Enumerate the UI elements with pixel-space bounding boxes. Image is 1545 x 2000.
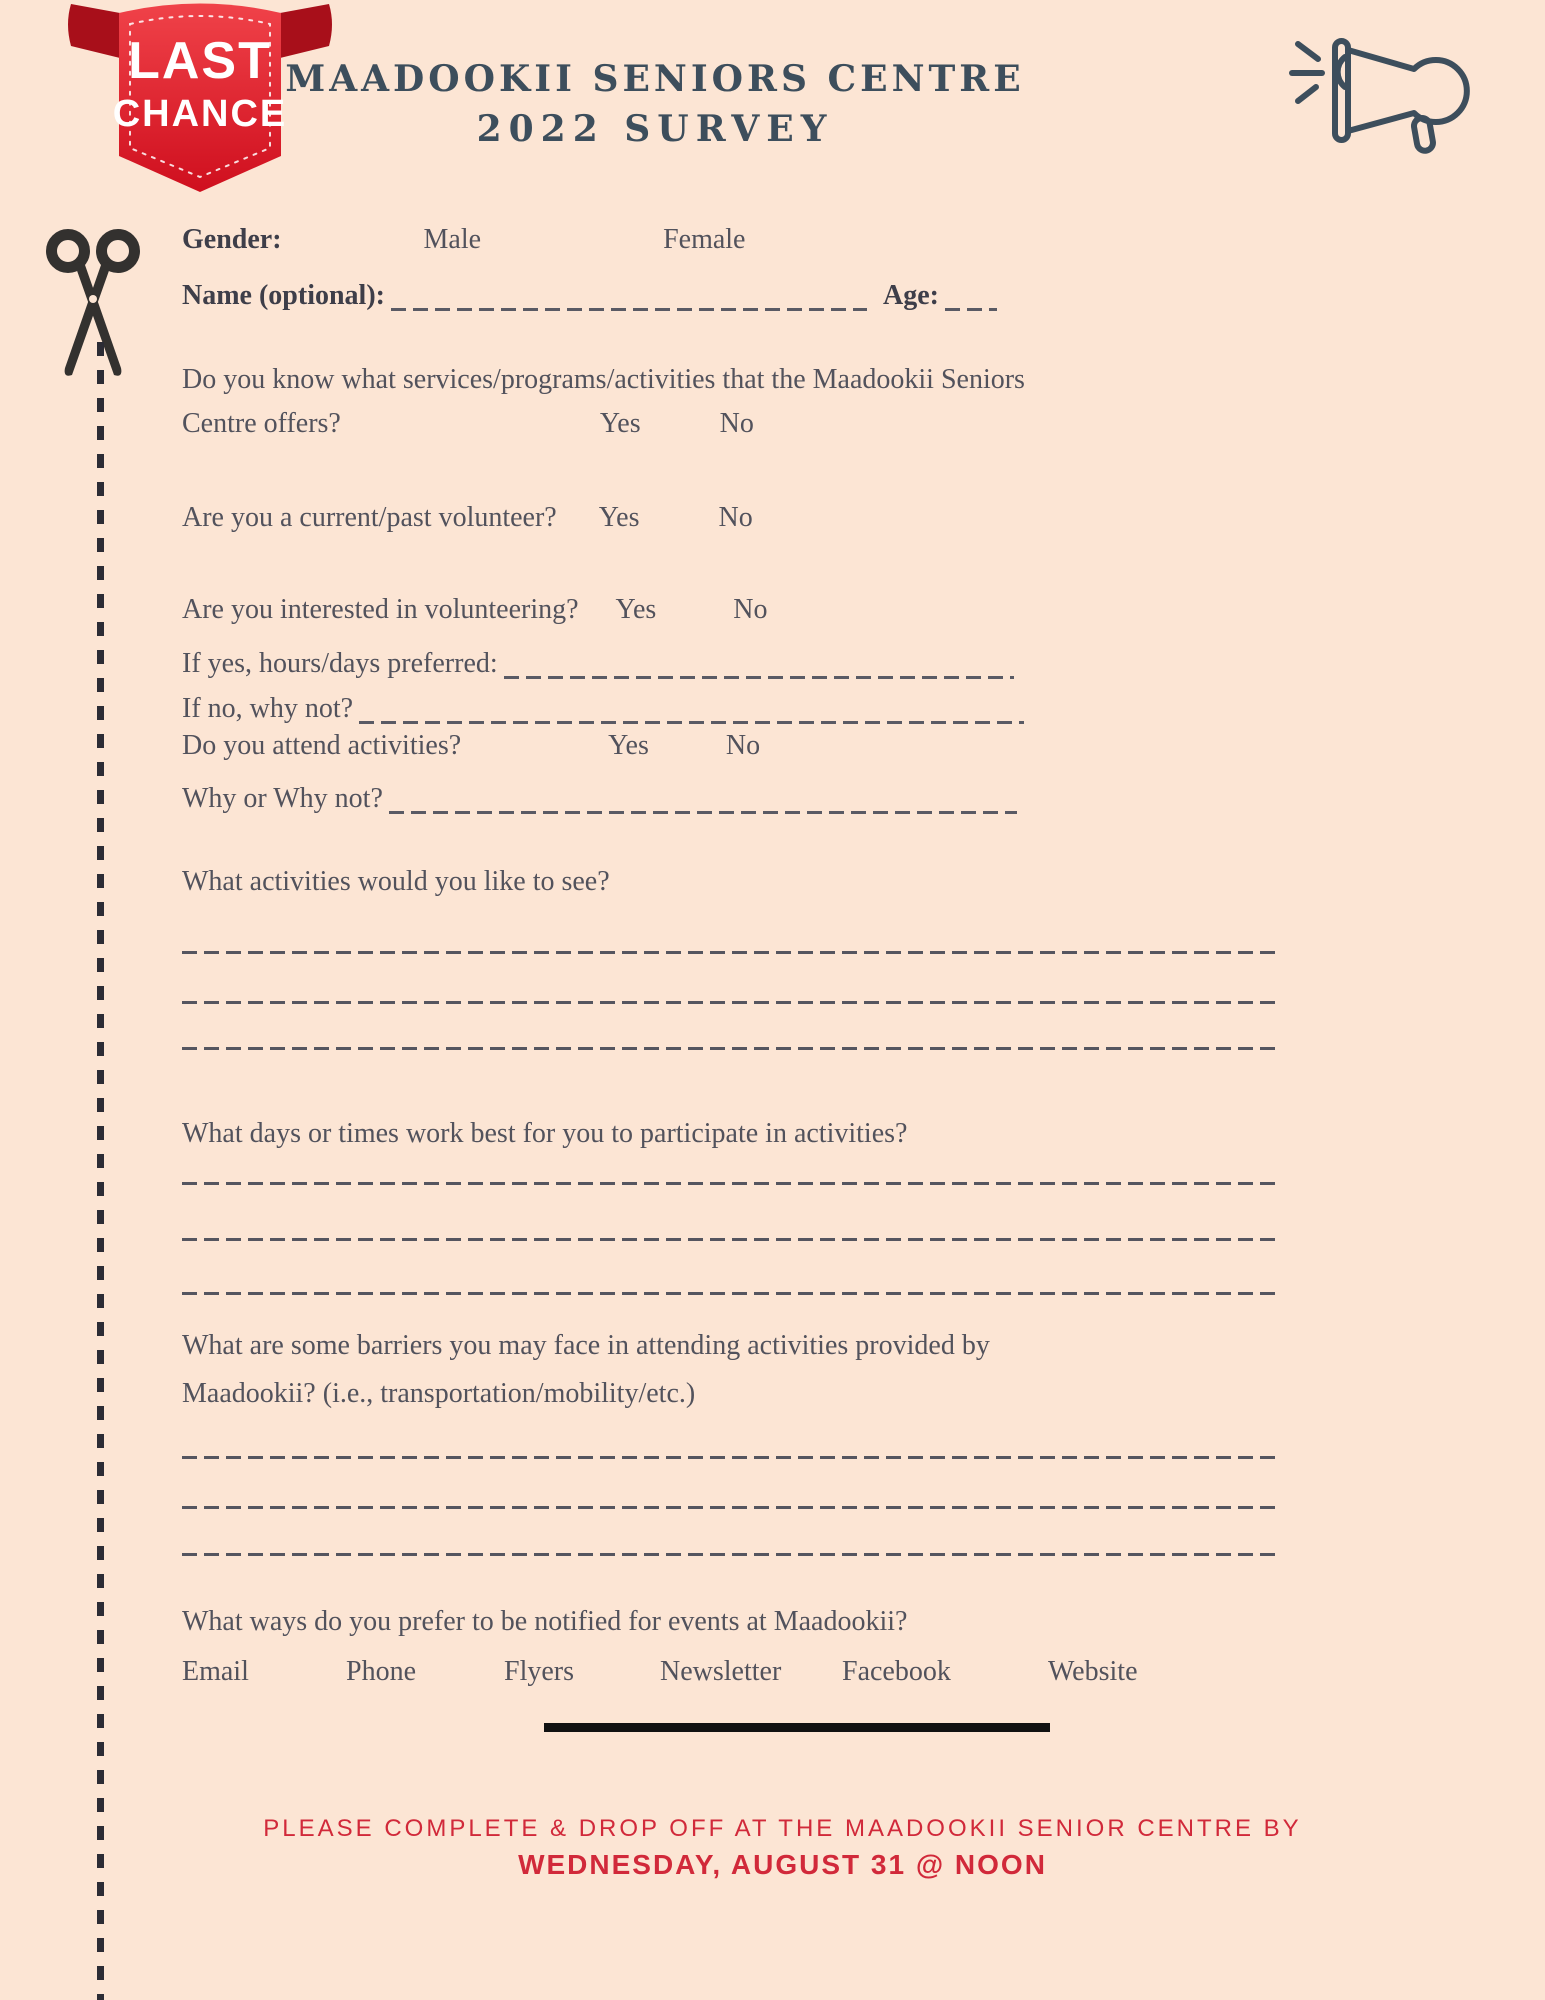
badge-line2: CHANCE [112,93,288,135]
barriers-answer-line-2[interactable] [182,1506,1277,1509]
name-age-row [182,272,997,312]
if-yes-label: If yes, hours/days preferred: [182,648,498,679]
days-answer-line-2[interactable] [182,1238,1277,1241]
notify-option-flyers[interactable]: Flyers [504,1656,574,1687]
question-barriers-line2: Maadookii? (i.e., transportation/mobility/etc.) [182,1378,696,1409]
page-title [265,58,1045,150]
volunteer-interest-text: Are you interested in volunteering? [182,594,579,625]
gender-option-female[interactable]: Female [663,224,746,255]
question-barriers-line1: What are some barriers you may face in attending activities provided by [182,1330,990,1361]
attend-text: Do you attend activities? [182,730,462,761]
activities-answer-line-1[interactable] [182,951,1277,954]
activities-answer-line-2[interactable] [182,1001,1277,1004]
volunteer-interest-yes[interactable]: Yes [615,594,657,625]
footer-instruction: PLEASE COMPLETE & DROP OFF AT THE MAADOOKII SENIOR CENTRE BY [263,1815,1302,1842]
question-services-text: Centre offers? [182,408,341,439]
notify-option-website[interactable]: Website [1048,1656,1138,1687]
notify-option-email[interactable]: Email [182,1656,249,1687]
title-line2: 2022 SURVEY [476,108,834,150]
question-activities: What activities would you like to see? [182,866,610,897]
question-volunteer-interest [182,594,768,634]
question-notify: What ways do you prefer to be notified for events at Maadookii? [182,1606,908,1637]
attend-yes[interactable]: Yes [608,730,649,761]
question-days: What days or times work best for you to participate in activities? [182,1118,908,1149]
if-yes-input-line[interactable] [504,654,1014,680]
gender-label: Gender: [182,224,282,255]
volunteer-past-no[interactable]: No [718,502,753,533]
days-answer-line-1[interactable] [182,1182,1277,1185]
services-no[interactable]: No [719,408,754,439]
volunteer-interest-no[interactable]: No [733,594,768,625]
services-yes[interactable]: Yes [599,408,641,439]
gender-row [182,224,745,264]
age-label: Age: [883,280,939,311]
attend-no[interactable]: No [725,730,761,761]
if-no-input-line[interactable] [359,699,1024,725]
barriers-answer-line-1[interactable] [182,1456,1277,1459]
footer-divider-line [544,1723,1050,1732]
notify-option-facebook[interactable]: Facebook [842,1656,951,1687]
footer-deadline: WEDNESDAY, AUGUST 31 @ NOON [518,1849,1047,1880]
if-no-label: If no, why not? [182,693,354,724]
days-answer-line-3[interactable] [182,1292,1277,1295]
age-input-line[interactable] [945,286,997,312]
if-yes-row [182,640,1014,680]
gender-option-male[interactable]: Male [423,224,482,255]
name-input-line[interactable] [391,286,867,312]
why-label: Why or Why not? [182,783,383,814]
scissors-icon [42,222,144,390]
notify-options-row [182,1656,1282,1696]
name-label: Name (optional): [182,280,385,311]
notify-option-newsletter[interactable]: Newsletter [660,1656,782,1687]
megaphone-icon [1288,26,1470,154]
notify-option-phone[interactable]: Phone [346,1656,416,1687]
question-services-line2 [182,408,754,448]
why-row [182,775,1017,815]
title-line1: MAADOOKII SENIORS CENTRE [285,58,1025,100]
question-services-line1: Do you know what services/programs/activities that the Maadookii Seniors [182,364,1025,395]
badge-line1: LAST [128,32,272,90]
activities-answer-line-3[interactable] [182,1047,1277,1050]
volunteer-past-text: Are you a current/past volunteer? [182,502,557,533]
barriers-answer-line-3[interactable] [182,1553,1277,1556]
if-no-row [182,685,1024,725]
volunteer-past-yes[interactable]: Yes [598,502,640,533]
question-attend [182,730,760,770]
why-input-line[interactable] [389,789,1017,815]
dashed-cut-line [97,342,104,2000]
question-volunteer-past [182,502,753,542]
